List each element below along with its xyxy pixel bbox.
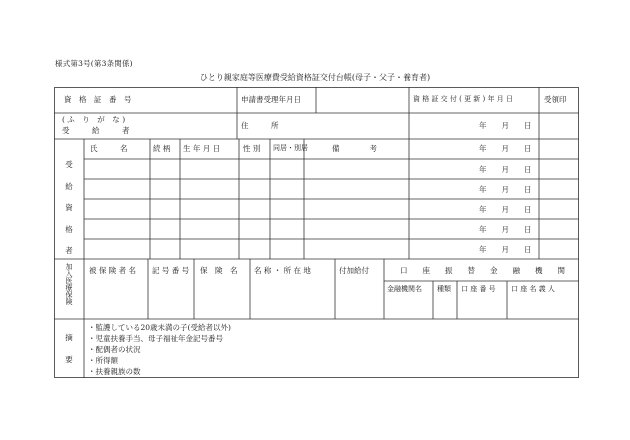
additional-benefit-header: 付加給付 bbox=[339, 266, 369, 275]
eligibility-date-6: 年 月 日 bbox=[479, 245, 532, 254]
relation-header: 続 柄 bbox=[153, 144, 171, 153]
birthdate-header: 生 年 月 日 bbox=[183, 144, 221, 153]
eligibility-date-2: 年 月 日 bbox=[479, 165, 532, 174]
insured-name-header: 被 保 険 者 名 bbox=[89, 266, 137, 275]
summary-side-label: 摘 要 bbox=[65, 333, 73, 364]
bank-transfer-header: 口 座 振 替 金 融 機 関 bbox=[400, 266, 565, 275]
summary-item: ・児童扶養手当、母子福祉年金記号番号 bbox=[88, 334, 223, 343]
sex-header: 性 別 bbox=[243, 144, 261, 153]
document-title: ひとり親家庭等医療費受給資格証交付台帳(母子・父子・養育者) bbox=[199, 73, 431, 82]
account-holder-header: 口 座 名 義 人 bbox=[511, 285, 555, 293]
furigana-label: ( ふ り が な ) bbox=[62, 115, 126, 124]
summary-item: ・監護している20歳未満の子(受給者以外) bbox=[88, 323, 231, 332]
insurer-name-header: 保 険 名 bbox=[200, 266, 238, 275]
eligibility-date-3: 年 月 日 bbox=[479, 185, 532, 194]
summary-item: ・扶養親族の数 bbox=[88, 367, 141, 376]
cert-number-label: 資 格 証 番 号 bbox=[64, 95, 132, 104]
household-header: 同居・別居 bbox=[273, 144, 308, 152]
name-header: 氏 名 bbox=[90, 144, 128, 153]
receipt-seal-label: 受領印 bbox=[544, 95, 567, 104]
eligibility-date-1: 年 月 日 bbox=[479, 144, 532, 153]
issue-date-label: 資 格 証 交 付 ( 更 新 ) 年 月 日 bbox=[413, 95, 513, 103]
eligibility-date-4: 年 月 日 bbox=[479, 205, 532, 214]
eligibility-date-5: 年 月 日 bbox=[479, 225, 532, 234]
eligibility-side-label: 受 給 資 格 者 bbox=[65, 160, 73, 255]
account-number-header: 口 座 番 号 bbox=[461, 285, 496, 293]
insurance-side-label: 加 入 医 療 保 険 bbox=[65, 263, 73, 306]
application-date-label: 申請書受理年月日 bbox=[241, 95, 301, 104]
form-number: 様式第3号(第3条関係) bbox=[55, 59, 133, 68]
issue-date-value: 年 月 日 bbox=[479, 121, 532, 130]
name-location-header: 名 称 ・ 所 在 地 bbox=[254, 266, 311, 275]
summary-item: ・所得額 bbox=[88, 356, 118, 365]
remarks-header: 備 考 bbox=[332, 144, 377, 153]
bank-name-header: 金融機関名 bbox=[387, 285, 422, 293]
summary-item: ・配偶者の状況 bbox=[88, 345, 141, 354]
symbol-number-header: 記 号 番 号 bbox=[152, 266, 190, 275]
address-label: 住 所 bbox=[241, 121, 279, 130]
recipient-label: 受 給 者 bbox=[62, 126, 130, 135]
account-type-header: 種類 bbox=[437, 285, 451, 293]
